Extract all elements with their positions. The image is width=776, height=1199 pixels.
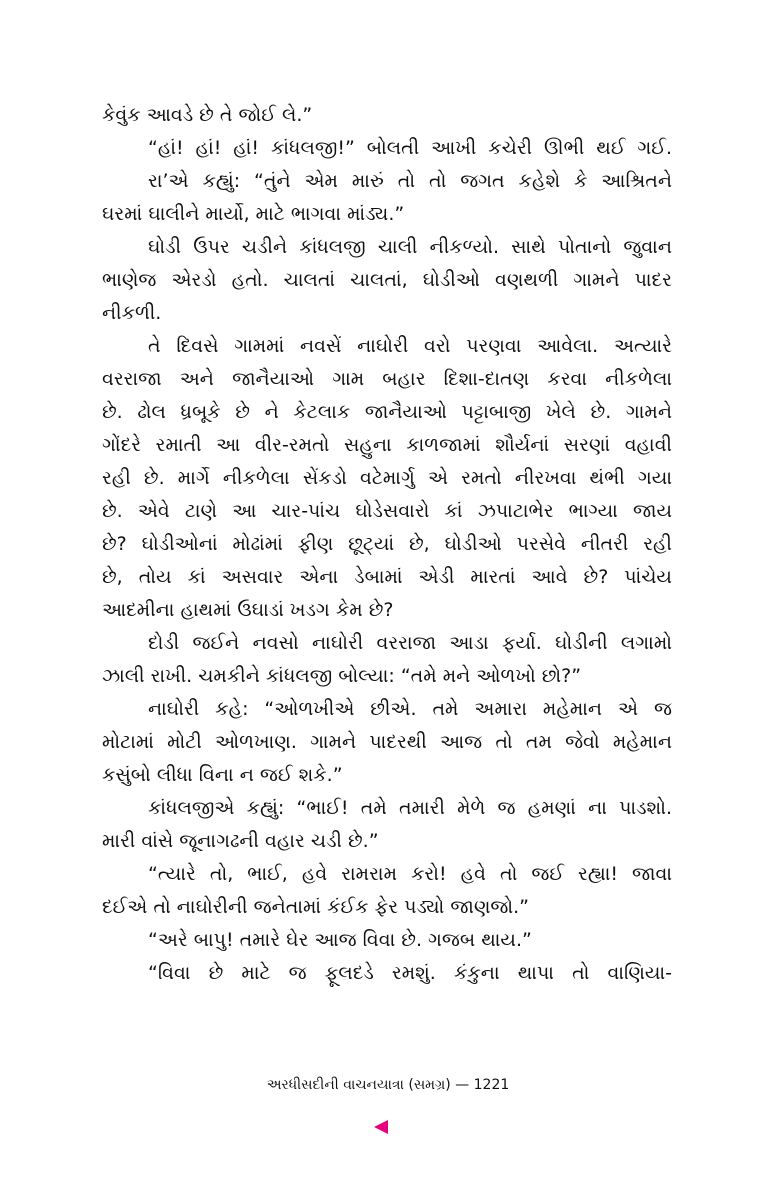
text-line: ગોંદરે રમાતી આ વીર-રમતો સહુના કાળજામાં શૌર્યનાં સરણાં વહાવી (102, 434, 672, 456)
text-line: કાંધલજીએ કહ્યું: “ભાઈ! તમે તમારી મેળે જ હમણાં ના પાડશો. (148, 797, 672, 819)
text-line: નાઘોરી કહે: “ઓળખીએ છીએ. તમે અમારા મહેમાન એ જ (148, 698, 672, 720)
text-line: ઝાલી રાખી. ચમકીને કાંધલજી બોલ્યા: “તમે મને ઓળખો છો?” (102, 665, 582, 687)
page-footer: અરધીસદીની વાચનયાત્રા (સમગ્ર) — 1221 (266, 1077, 510, 1093)
text-line: “હાં! હાં! હાં! કાંધલજી!” બોલતી આખી કચેરી ઊભી થઈ ગઈ. (148, 137, 672, 159)
text-line: છે? ઘોડીઓનાં મોઢાંમાં ફીણ છૂટ્યાં છે, ઘોડીઓ પરસેવે નીતરી રહી (102, 533, 672, 555)
text-line: છે. ઢોલ ધ્રબૂકે છે ને કેટલાક જાનૈયાઓ પટ્ટાબાજી ખેલે છે. ગામને (102, 401, 672, 423)
text-line: મોટામાં મોટી ઓળખાણ. ગામને પાદરથી આજ તો તમ જેવો મહેમાન (102, 731, 672, 753)
text-line: ભાણેજ એરડો હતો. ચાલતાં ચાલતાં, ઘોડીઓ વણથળી ગામને પાદર (102, 269, 672, 291)
text-line: રહી છે. માર્ગે નીકળેલા સેંકડો વટેમાર્ગુ એ રમતો નીરખવા થંભી ગયા (102, 467, 672, 489)
text-line: ઘોડી ઉપર ચડીને કાંધલજી ચાલી નીકળ્યો. સાથે પોતાનો જુવાન (148, 236, 672, 258)
text-line: કસુંબો લીધા વિના ન જઈ શકે.” (102, 764, 343, 786)
text-line: આદમીના હાથમાં ઉઘાડાં ખડગ કેમ છે? (102, 599, 394, 621)
text-line: તે દિવસે ગામમાં નવસેં નાઘોરી વરો પરણવા આવેલા. અત્યારે (148, 335, 672, 357)
text-line: “ત્યારે તો, ભાઈ, હવે રામરામ કરો! હવે તો જઈ રહ્યા! જાવા (148, 863, 672, 885)
triangle-left-icon[interactable] (374, 1120, 388, 1134)
page-body (102, 99, 672, 990)
text-line: “વિવા છે માટે જ ફૂલદડે રમશું. કંકુના થાપા તો વાણિયા- (148, 962, 672, 984)
text-line: કેવુંક આવડે છે તે જોઈ લે.” (102, 104, 313, 126)
text-line: રા’એ કહ્યું: “તુંને એમ મારું તો તો જગત કહેશે કે આશ્રિતને (148, 170, 672, 192)
text-line: “અરે બાપુ! તમારે ઘેર આજ વિવા છે. ગજબ થાય.” (148, 929, 532, 951)
text-line: દઈએ તો નાઘોરીની જનેતામાં કંઈક ફેર પડ્યો જાણજો.” (102, 896, 530, 918)
text-line: વરરાજા અને જાનૈયાઓ ગામ બહાર દિશા-દાતણ કરવા નીકળેલા (102, 368, 672, 390)
text-line: મારી વાંસે જૂનાગઢની વહાર ચડી છે.” (102, 830, 379, 852)
text-line: દોડી જઈને નવસો નાઘોરી વરરાજા આડા ફર્યા. ઘોડીની લગામો (148, 632, 672, 654)
text-line: છે. એવે ટાણે આ ચાર-પાંચ ઘોડેસવારો કાં ઝપાટાભેર ભાગ્યા જાય (102, 500, 672, 522)
text-line: છે, તોય કાં અસવાર એના ડેબામાં એડી મારતાં આવે છે? પાંચેય (102, 566, 672, 588)
text-line: ઘરમાં ઘાલીને માર્યો, માટે ભાગવા માંડ્ય.” (102, 203, 405, 225)
text-line: નીકળી. (102, 302, 162, 324)
